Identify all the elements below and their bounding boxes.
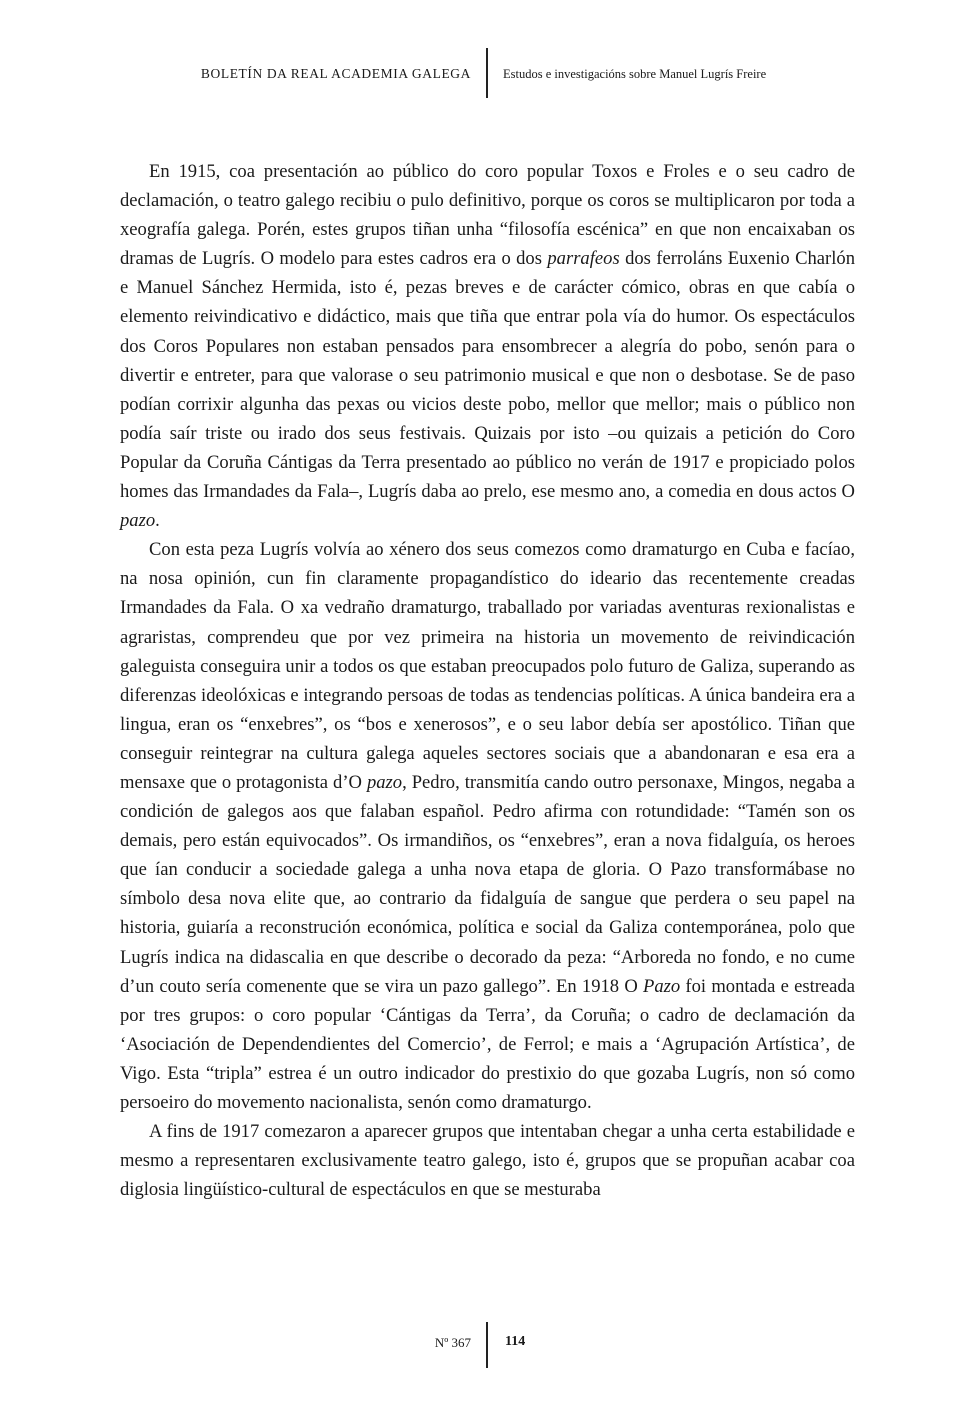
- journal-title: BOLETÍN DA REAL ACADEMIA GALEGA: [200, 66, 471, 81]
- paragraph: [120, 157, 855, 535]
- text-run: dos ferroláns Euxenio Charlón e Manuel Sánchez Hermida, isto é, pezas breves e de carácter cómico, obras en que cabía o elemento reivindicativo e didáctico, mais que tiña que entrar pola vía do humor. Os espectáculos dos Coros Populares non estaban pensados para ensombrecer a alegría do pobo, senón para o divertir e entreter, para que valorase o seu patrimonio musical e que non o desbotase. Se de paso podían corrixir algunha das pexas ou vicios deste pobo, mellor que mellor; mais o público non podía saír triste ou irado dos seus festivais. Quizais por isto –ou quizais a petición do Coro Popular da Coruña Cántigas da Terra presentado ao público no verán de 1917 e propiciado polos homes das Irmandades da Fala–, Lugrís daba ao prelo, ese mesmo ano, a comedia en dous actos O: [120, 248, 855, 503]
- italic-title: pazo: [120, 510, 156, 532]
- article-body: [120, 157, 855, 1204]
- text-run: En 1915, coa presentación ao público do coro popular Toxos e Froles e o seu cadro de declamación, o teatro galego recibiu o pulo definitivo, porque os coros se multiplicaron por toda a xeografía galega. Porén, estes grupos tiñan unha “filosofía escénica” en que non encaixaban os dramas de Lugrís. O modelo para estes cadros era o dos: [120, 161, 855, 270]
- text-run: , Pedro, transmitía cando outro personaxe, Mingos, negaba a condición de galegos aos que falaban español. Pedro afirma con rotundidade: “Tamén son os demais, pero están equivocados”. Os irmandiños, os “enxebres”, eran a nova fidalguía, os heroes que ían conducir a sociedade galega a unha nova etapa de gloria. O Pazo transformábase no símbolo desa nova elite que, ao contrario da fidalguía de sangue que perdera o seu papel na historia, guiaría a reconstrución económica, política e social da Galiza contemporánea, polo que Lugrís indica na didascalia en que describe o decorado da peza: “Arboreda no fondo, e no cume d’un couto sería comenente que se vira un pazo gallego”. En 1918 O: [120, 771, 855, 997]
- text-run: Con esta peza Lugrís volvía ao xénero dos seus comezos como dramaturgo en Cuba e facíao, na nosa opinión, cun fin claramente propagandístico do ideario das recentemente creadas Irmandades da Fala. O xa vedraño dramaturgo, traballado por variadas aventuras rexionalistas e agraristas, comprendeu que por vez primeira na historia un movemento de reivindicación galeguista conseguira unir a todos os que estaban preocupados polo futuro de Galiza, superando as diferenzas ideolóxicas e integrando persoas de todas as tendencias políticas. A única bandeira era a lingua, eran os “enxebres”, os “bos e xenerosos”, e o seu labor debía ser apostólico. Tiñan que conseguir reintegrar na cultura galega aqueles sectores sociais que a abandonaran e esa era a mensaxe que o protagonista d’O: [120, 539, 855, 793]
- section-title: Estudos e investigacións sobre Manuel Lugrís Freire: [503, 67, 767, 81]
- text-run: A fins de 1917 comezaron a aparecer grupos que intentaban chegar a unha certa estabilidade e mesmo a representaren exclusivamente teatro galego, isto é, grupos que se propuñan acabar coa diglosia lingüístico-cultural de espectáculos en que se mesturaba: [120, 1121, 855, 1201]
- page-number: 114: [505, 1334, 526, 1349]
- text-run: .: [155, 510, 160, 532]
- footer-divider: [486, 1322, 488, 1368]
- paragraph: [120, 535, 855, 1117]
- italic-title: parrafeos: [547, 248, 620, 270]
- page-footer: [0, 1322, 975, 1368]
- text-run: foi montada e estreada por tres grupos: o coro popular ‘Cántigas da Terra’, da Coruña; o cadro de declamación da ‘Asociación de Dependendientes del Comercio’, de Ferrol; e mais a ‘Agrupación Artística’, de Vigo. Esta “tripla” estrea é un outro indicador do prestixio do que gozaba Lugrís, non só como persoeiro do movemento nacionalista, senón como dramaturgo.: [120, 975, 855, 1113]
- paragraph: [120, 1117, 855, 1204]
- italic-title: pazo: [366, 771, 403, 793]
- header-divider: [486, 48, 488, 98]
- issue-number: Nº 367: [434, 1335, 471, 1350]
- italic-title: Pazo: [643, 975, 681, 997]
- running-header: [0, 48, 975, 98]
